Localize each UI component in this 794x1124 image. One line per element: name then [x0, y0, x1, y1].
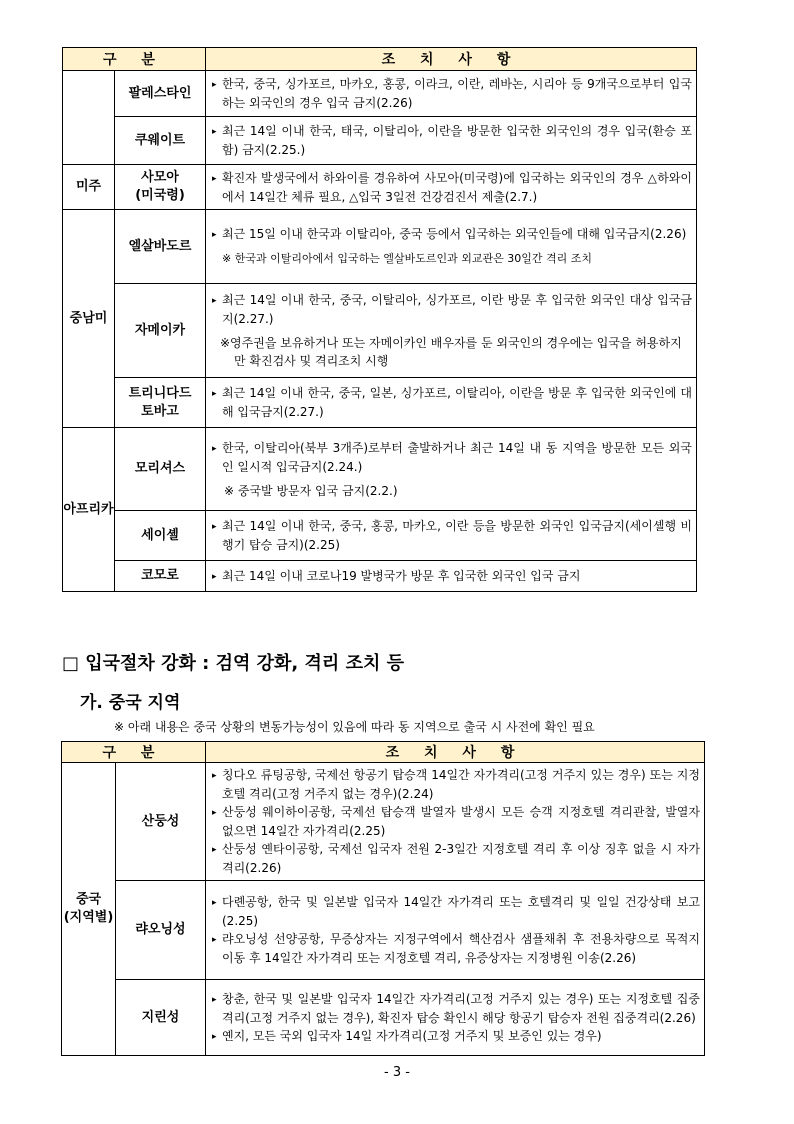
header-measures: 조 치 사 항	[206, 48, 697, 71]
region-cell: 미주	[63, 165, 115, 210]
measure-cell	[206, 561, 697, 592]
country-cell: 쿠웨이트	[115, 117, 206, 165]
china-measures-table	[61, 741, 705, 1056]
measure-cell	[206, 881, 705, 980]
table-row	[63, 378, 697, 428]
region-cell: 중국 (지역별)	[62, 763, 116, 1056]
table-row	[63, 71, 697, 117]
country-cell: 트리니다드 토바고	[115, 378, 206, 428]
province-cell: 랴오닝성	[116, 881, 206, 980]
table-row	[62, 763, 705, 881]
measure-item: ▸ 한국, 이탈리아(북부 3개주)로부터 출발하거나 최근 14일 내 동 지역을 방문한 모든 외국인 일시적 입국금지(2.24.)	[212, 439, 692, 476]
table-row	[63, 511, 697, 561]
measure-cell	[206, 511, 697, 561]
measure-item: ▸ 최근 14일 이내 한국, 중국, 홍콩, 마카오, 이란 등을 방문한 외국인 입국금지(세이셸행 비행기 탑승 금지)(2.25)	[212, 517, 692, 554]
table-row	[63, 165, 697, 210]
subsection-note: ※ 아래 내용은 중국 상황의 변동가능성이 있음에 따라 동 지역으로 출국 시 사전에 확인 필요	[114, 720, 595, 734]
table-header	[62, 742, 705, 763]
table-row	[63, 428, 697, 511]
table-row	[63, 284, 697, 378]
measure-cell	[206, 210, 697, 284]
measure-item: ▸ 창춘, 한국 및 일본발 입국자 14일간 자가격리(고정 거주지 있는 경우) 또는 지정호텔 집중격리(고정 거주지 없는 경우), 확진자 탑승 확인시 해당 항공기 탑승자 전원 집중격리(2.26)	[212, 990, 700, 1027]
measure-cell	[206, 117, 697, 165]
measure-item: ▸ 다롄공항, 한국 및 일본발 입국자 14일간 자가격리 또는 호텔격리 및 일일 건강상태 보고(2.25)	[212, 893, 700, 930]
table-header	[63, 48, 697, 71]
country-cell: 세이셸	[115, 511, 206, 561]
measure-cell	[206, 763, 705, 881]
measure-item: ▸ 최근 14일 이내 한국, 태국, 이탈리아, 이란을 방문한 입국한 외국인의 경우 입국(환승 포함) 금지(2.25.)	[212, 122, 692, 159]
measure-item: ▸ 칭다오 류팅공항, 국제선 항공기 탑승객 14일간 자가격리(고정 거주지 있는 경우) 또는 지정호텔 격리(고정 거주지 없는 경우)(2.24)	[212, 766, 700, 803]
page-number: - 3 -	[384, 1065, 410, 1080]
table-row	[62, 881, 705, 980]
country-cell: 코모로	[115, 561, 206, 592]
country-cell: 사모아 (미국령)	[115, 165, 206, 210]
measure-item: ▸ 한국, 중국, 싱가포르, 마카오, 홍콩, 이라크, 이란, 레바논, 시리아 등 9개국으로부터 입국하는 외국인의 경우 입국 금지(2.26)	[212, 75, 692, 112]
table-row	[63, 561, 697, 592]
measure-item: ▸ 랴오닝성 선양공항, 무증상자는 지정구역에서 핵산검사 샘플채취 후 전용차량으로 목적지 이동 후 14일간 자가격리 또는 지정호텔 격리, 유증상자는 지정병원 이송(2.26)	[212, 930, 700, 967]
region-cell: 중남미	[63, 210, 115, 428]
measure-cell	[206, 284, 697, 378]
measure-item: ▸ 최근 14일 이내 한국, 중국, 이탈리아, 싱가포르, 이란 방문 후 입국한 외국인 대상 입국금지(2.27.)	[212, 291, 692, 328]
subsection-title: 가. 중국 지역	[80, 693, 181, 713]
table-row	[63, 117, 697, 165]
table-row	[62, 980, 705, 1056]
measure-item: ▸ 옌지, 모든 국외 입국자 14일 자가격리(고정 거주지 및 보증인 있는 경우)	[212, 1027, 700, 1046]
measure-note: ※ 중국발 방문자 입국 금지(2.2.)	[224, 483, 398, 498]
measure-cell	[206, 428, 697, 511]
country-cell: 자메이카	[115, 284, 206, 378]
header-category: 구 분	[63, 48, 206, 71]
measure-item: ▸ 산둥성 웨이하이공항, 국제선 탑승객 발열자 발생시 모든 승객 지정호텔 격리관찰, 발열자 없으면 14일간 자가격리(2.25)	[212, 803, 700, 840]
header-category: 구 분	[62, 742, 206, 763]
measure-note: ※영주권을 보유하거나 또는 자메이카인 배우자를 둔 외국인의 경우에는 입국을 허용하지만 확진검사 및 격리조치 시행	[220, 336, 682, 368]
measure-item: ▸ 산둥성 옌타이공항, 국제선 입국자 전원 2-3일간 지정호텔 격리 후 이상 징후 없을 시 자가격리(2.26)	[212, 840, 700, 877]
measure-cell	[206, 980, 705, 1056]
measure-cell	[206, 165, 697, 210]
measure-item: ▸ 최근 14일 이내 코로나19 발병국가 방문 후 입국한 외국인 입국 금지	[212, 567, 692, 586]
table-row	[63, 210, 697, 284]
measure-cell	[206, 378, 697, 428]
measure-cell	[206, 71, 697, 117]
measure-item: ▸ 최근 14일 이내 한국, 중국, 일본, 싱가포르, 이탈리아, 이란을 방문 후 입국한 외국인에 대해 입국금지(2.27.)	[212, 384, 692, 421]
country-cell: 모리셔스	[115, 428, 206, 511]
section-title: □ 입국절차 강화 : 검역 강화, 격리 조치 등	[62, 653, 404, 674]
measure-item: ▸ 확진자 발생국에서 하와이를 경유하여 사모아(미국령)에 입국하는 외국인의 경우 △하와이에서 14일간 체류 필요, △입국 3일전 건강검진서 제출(2.7.)	[212, 169, 692, 206]
region-cell	[63, 71, 115, 165]
header-measures: 조 치 사 항	[206, 742, 705, 763]
country-cell: 팔레스타인	[115, 71, 206, 117]
country-cell: 엘살바도르	[115, 210, 206, 284]
measure-item: ▸ 최근 15일 이내 한국과 이탈리아, 중국 등에서 입국하는 외국인들에 대해 입국금지(2.26)	[212, 225, 692, 244]
province-cell: 산둥성	[116, 763, 206, 881]
country-measures-table	[62, 47, 697, 592]
measure-note: ※ 한국과 이탈리아에서 입국하는 엘살바도르인과 외교관은 30일간 격리 조치	[222, 252, 592, 265]
region-cell: 아프리카	[63, 428, 115, 592]
province-cell: 지린성	[116, 980, 206, 1056]
